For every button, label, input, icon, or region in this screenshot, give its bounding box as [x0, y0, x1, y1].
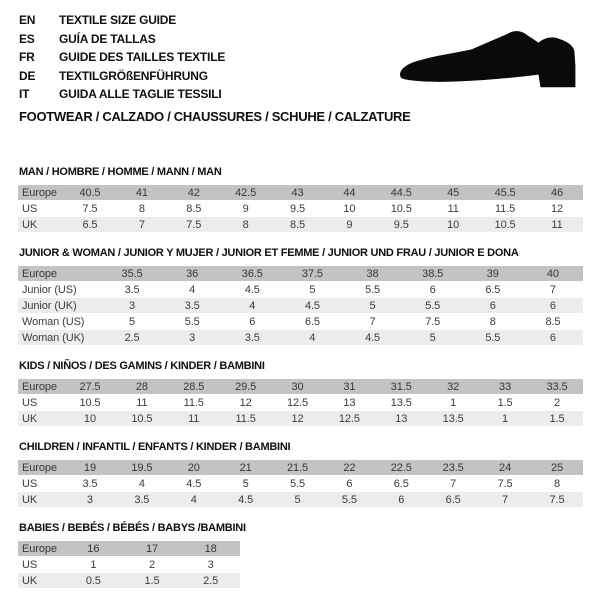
size-cell: 8.5 [523, 314, 583, 329]
size-cell: 16 [64, 541, 123, 556]
size-cell: 27.5 [64, 379, 116, 394]
size-cell: 7.5 [479, 476, 531, 491]
size-cell: 31 [323, 379, 375, 394]
table-row [18, 314, 583, 329]
size-cell: 5 [403, 330, 463, 345]
size-cell: 6 [323, 476, 375, 491]
size-cell: 3 [181, 557, 240, 572]
section-kids [18, 360, 583, 427]
size-cell: 2 [531, 395, 583, 410]
size-cell: 1.5 [123, 573, 182, 588]
table-row [18, 298, 583, 313]
row-label: UK [18, 573, 64, 588]
language-row-de [19, 67, 225, 86]
size-cell: 31.5 [375, 379, 427, 394]
language-row-fr [19, 48, 225, 67]
size-cell: 9 [220, 201, 272, 216]
section-man [18, 166, 583, 233]
size-cell: 22 [323, 460, 375, 475]
language-row-it [19, 85, 225, 104]
row-label: UK [18, 217, 64, 232]
size-cell: 13 [375, 411, 427, 426]
size-cell: 37.5 [282, 266, 342, 281]
size-table-kids [18, 378, 583, 427]
size-cell: 7 [116, 217, 168, 232]
size-cell: 3 [162, 330, 222, 345]
table-row [18, 282, 583, 297]
size-cell: 45 [427, 185, 479, 200]
language-header [19, 11, 225, 104]
table-row [18, 411, 583, 426]
language-label: TEXTILGRÖßENFÜHRUNG [59, 68, 208, 83]
size-cell: 5.5 [272, 476, 324, 491]
size-cell: 10.5 [116, 411, 168, 426]
size-cell: 11 [116, 395, 168, 410]
table-row [18, 330, 583, 345]
size-cell: 19.5 [116, 460, 168, 475]
size-cell: 12 [531, 201, 583, 216]
size-cell: 18 [181, 541, 240, 556]
table-row [18, 557, 240, 572]
size-cell: 9.5 [375, 217, 427, 232]
size-table-children [18, 459, 583, 508]
size-cell: 32 [427, 379, 479, 394]
size-cell: 6 [463, 298, 523, 313]
size-cell: 46 [531, 185, 583, 200]
size-cell: 11.5 [479, 201, 531, 216]
size-cell: 3.5 [102, 282, 162, 297]
size-cell: 29.5 [220, 379, 272, 394]
size-cell: 1.5 [531, 411, 583, 426]
size-cell: 6 [222, 314, 282, 329]
size-cell: 41 [116, 185, 168, 200]
row-label: Europe [18, 541, 64, 556]
size-cell: 12.5 [323, 411, 375, 426]
table-row [18, 266, 583, 281]
language-label: TEXTILE SIZE GUIDE [59, 13, 177, 27]
size-cell: 36.5 [222, 266, 282, 281]
row-label: Europe [18, 379, 64, 394]
size-cell: 5 [102, 314, 162, 329]
size-cell: 10 [64, 411, 116, 426]
size-cell: 24 [479, 460, 531, 475]
row-label: US [18, 557, 64, 572]
size-cell: 1 [64, 557, 123, 572]
size-cell: 3.5 [162, 298, 222, 313]
language-code: FR [19, 50, 35, 64]
row-label: Europe [18, 266, 102, 281]
size-cell: 7.5 [403, 314, 463, 329]
language-row-es [19, 30, 225, 49]
table-row [18, 379, 583, 394]
size-cell: 45.5 [479, 185, 531, 200]
size-cell: 4 [222, 298, 282, 313]
row-label: Europe [18, 460, 64, 475]
size-cell: 5 [220, 476, 272, 491]
size-cell: 3.5 [64, 476, 116, 491]
size-cell: 35.5 [102, 266, 162, 281]
language-code: DE [19, 68, 36, 83]
size-cell: 6.5 [282, 314, 342, 329]
size-cell: 1.5 [479, 395, 531, 410]
section-babies [18, 522, 583, 589]
size-cell: 38.5 [403, 266, 463, 281]
size-cell: 5.5 [403, 298, 463, 313]
size-cell: 6 [403, 282, 463, 297]
size-cell: 4.5 [282, 298, 342, 313]
size-cell: 0.5 [64, 573, 123, 588]
size-cell: 6 [523, 330, 583, 345]
size-cell: 19 [64, 460, 116, 475]
size-cell: 5 [343, 298, 403, 313]
table-row [18, 217, 583, 232]
table-row [18, 492, 583, 507]
size-cell: 6.5 [463, 282, 523, 297]
size-cell: 12.5 [272, 395, 324, 410]
size-cell: 3.5 [222, 330, 282, 345]
size-cell: 8 [531, 476, 583, 491]
size-cell: 3 [64, 492, 116, 507]
size-cell: 1 [479, 411, 531, 426]
table-row [18, 201, 583, 216]
section-title: CHILDREN / INFANTIL / ENFANTS / KINDER / BAMBINI [19, 441, 291, 453]
section-title: KIDS / NIÑOS / DES GAMINS / KINDER / BAMBINI [19, 360, 265, 372]
size-cell: 11 [168, 411, 220, 426]
size-cell: 33 [479, 379, 531, 394]
section-title: MAN / HOMBRE / HOMME / MANN / MAN [19, 166, 222, 178]
size-cell: 7 [479, 492, 531, 507]
size-cell: 6.5 [427, 492, 479, 507]
size-cell: 10.5 [479, 217, 531, 232]
section-children [18, 441, 583, 508]
size-cell: 7.5 [168, 217, 220, 232]
language-label: GUIDA ALLE TAGLIE TESSILI [59, 87, 222, 101]
size-cell: 5 [272, 492, 324, 507]
language-code: ES [19, 31, 35, 46]
size-cell: 7.5 [64, 201, 116, 216]
section-title: BABIES / BEBÉS / BÉBÉS / BABYS /BAMBINI [19, 522, 246, 534]
size-cell: 8 [463, 314, 523, 329]
size-cell: 23.5 [427, 460, 479, 475]
row-label: Junior (UK) [18, 298, 102, 313]
size-cell: 38 [343, 266, 403, 281]
size-cell: 44.5 [375, 185, 427, 200]
size-cell: 4 [116, 476, 168, 491]
table-row [18, 460, 583, 475]
size-cell: 6.5 [375, 476, 427, 491]
row-label: US [18, 395, 64, 410]
size-cell: 10.5 [375, 201, 427, 216]
size-cell: 20 [168, 460, 220, 475]
size-cell: 4.5 [222, 282, 282, 297]
row-label: UK [18, 492, 64, 507]
size-cell: 2 [123, 557, 182, 572]
size-cell: 3 [102, 298, 162, 313]
category-line: FOOTWEAR / CALZADO / CHAUSSURES / SCHUHE / CALZATURE [19, 109, 411, 124]
size-cell: 9 [323, 217, 375, 232]
size-table-junior-woman [18, 265, 583, 346]
row-label: US [18, 476, 64, 491]
size-cell: 30 [272, 379, 324, 394]
size-cell: 7 [427, 476, 479, 491]
size-cell: 10 [427, 217, 479, 232]
size-cell: 42.5 [220, 185, 272, 200]
size-cell: 3.5 [116, 492, 168, 507]
size-cell: 13.5 [375, 395, 427, 410]
size-cell: 7 [343, 314, 403, 329]
dress-shoe-icon [394, 27, 588, 97]
size-cell: 5.5 [463, 330, 523, 345]
size-table-babies [18, 540, 240, 589]
size-cell: 2.5 [181, 573, 240, 588]
size-cell: 6 [375, 492, 427, 507]
size-cell: 28.5 [168, 379, 220, 394]
row-label: UK [18, 411, 64, 426]
size-cell: 22.5 [375, 460, 427, 475]
size-cell: 4 [282, 330, 342, 345]
language-row-en [19, 11, 225, 30]
section-junior-woman [18, 247, 583, 346]
size-cell: 40 [523, 266, 583, 281]
size-cell: 5.5 [162, 314, 222, 329]
language-label: GUIDE DES TAILLES TEXTILE [59, 50, 226, 64]
size-tables [18, 166, 583, 603]
row-label: Junior (US) [18, 282, 102, 297]
size-cell: 5.5 [323, 492, 375, 507]
size-cell: 39 [463, 266, 523, 281]
size-cell: 42 [168, 185, 220, 200]
table-row [18, 395, 583, 410]
size-cell: 33.5 [531, 379, 583, 394]
size-cell: 40.5 [64, 185, 116, 200]
size-cell: 4.5 [168, 476, 220, 491]
size-cell: 17 [123, 541, 182, 556]
size-cell: 9.5 [272, 201, 324, 216]
table-row [18, 476, 583, 491]
size-cell: 1 [427, 395, 479, 410]
size-cell: 21.5 [272, 460, 324, 475]
size-cell: 7 [523, 282, 583, 297]
size-cell: 6 [523, 298, 583, 313]
size-cell: 6.5 [64, 217, 116, 232]
size-cell: 11 [427, 201, 479, 216]
size-cell: 13 [323, 395, 375, 410]
size-table-man [18, 184, 583, 233]
size-cell: 7.5 [531, 492, 583, 507]
size-cell: 13.5 [427, 411, 479, 426]
section-title: JUNIOR & WOMAN / JUNIOR Y MUJER / JUNIOR ET FEMME / JUNIOR UND FRAU / JUNIOR E DONA [19, 247, 519, 259]
size-cell: 8.5 [168, 201, 220, 216]
size-cell: 11.5 [220, 411, 272, 426]
size-cell: 2.5 [102, 330, 162, 345]
language-code: EN [19, 13, 36, 27]
size-cell: 36 [162, 266, 222, 281]
size-cell: 8 [116, 201, 168, 216]
size-cell: 28 [116, 379, 168, 394]
size-cell: 8 [220, 217, 272, 232]
size-cell: 5 [282, 282, 342, 297]
size-cell: 25 [531, 460, 583, 475]
size-cell: 10.5 [64, 395, 116, 410]
row-label: Woman (US) [18, 314, 102, 329]
size-cell: 11.5 [168, 395, 220, 410]
size-cell: 43 [272, 185, 324, 200]
size-cell: 44 [323, 185, 375, 200]
size-cell: 12 [272, 411, 324, 426]
size-cell: 5.5 [343, 282, 403, 297]
language-code: IT [19, 87, 30, 101]
table-row [18, 541, 240, 556]
size-cell: 4 [162, 282, 222, 297]
size-cell: 4 [168, 492, 220, 507]
row-label: US [18, 201, 64, 216]
language-label: GUÍA DE TALLAS [59, 31, 156, 46]
row-label: Woman (UK) [18, 330, 102, 345]
size-cell: 12 [220, 395, 272, 410]
row-label: Europe [18, 185, 64, 200]
size-cell: 4.5 [343, 330, 403, 345]
table-row [18, 573, 240, 588]
size-cell: 8.5 [272, 217, 324, 232]
size-cell: 10 [323, 201, 375, 216]
size-cell: 11 [531, 217, 583, 232]
size-cell: 21 [220, 460, 272, 475]
table-row [18, 185, 583, 200]
size-cell: 4.5 [220, 492, 272, 507]
